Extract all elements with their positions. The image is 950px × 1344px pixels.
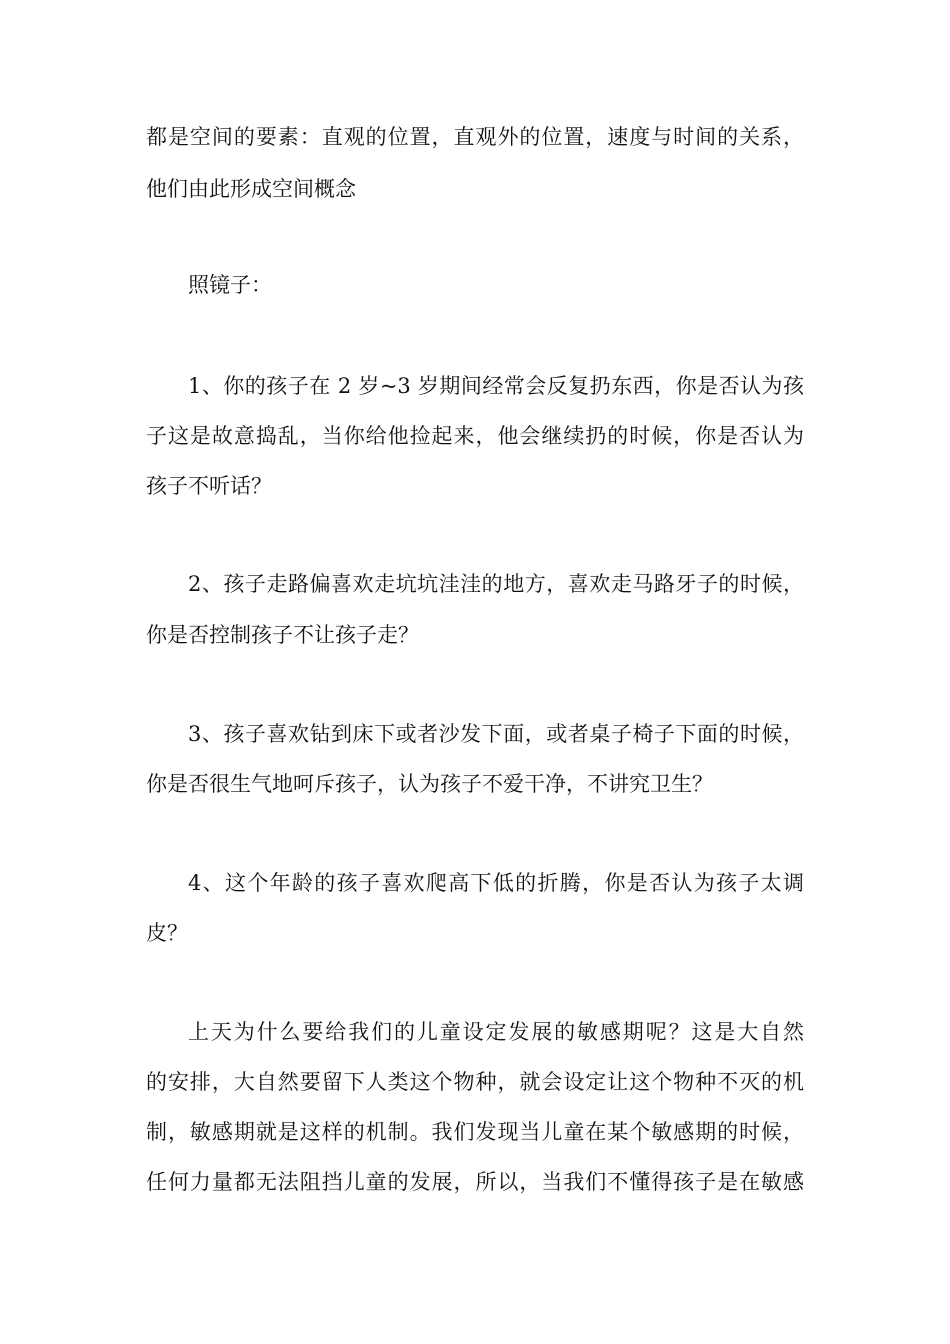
text-line: 1、你的孩子在 2 岁~3 岁期间经常会反复扔东西，你是否认为孩 (188, 374, 804, 398)
paragraph-6-line-1 (0, 868, 950, 898)
text-line: 照镜子： (188, 273, 272, 297)
text-line: 任何力量都无法阻挡儿童的发展，所以，当我们不懂得孩子是在敏感 (146, 1170, 804, 1194)
text-line: 子这是故意捣乱，当你给他捡起来，他会继续扔的时候，你是否认为 (146, 424, 804, 448)
paragraph-4-line-2 (0, 620, 950, 650)
paragraph-6-line-2 (0, 918, 950, 948)
paragraph-5-line-1 (0, 719, 950, 749)
text-line: 都是空间的要素：直观的位置，直观外的位置，速度与时间的关系， (146, 125, 804, 149)
text-line: 4、这个年龄的孩子喜欢爬高下低的折腾，你是否认为孩子太调 (188, 871, 804, 895)
text-line: 3、孩子喜欢钻到床下或者沙发下面，或者桌子椅子下面的时候， (188, 722, 804, 746)
text-line: 制，敏感期就是这样的机制。我们发现当儿童在某个敏感期的时候， (146, 1120, 804, 1144)
text-line: 上天为什么要给我们的儿童设定发展的敏感期呢？这是大自然 (188, 1020, 804, 1044)
text-line: 你是否控制孩子不让孩子走？ (146, 623, 419, 647)
paragraph-5-line-2 (0, 769, 950, 799)
paragraph-3-line-3 (0, 471, 950, 501)
text-line: 孩子不听话？ (146, 474, 272, 498)
text-line: 的安排，大自然要留下人类这个物种，就会设定让这个物种不灭的机 (146, 1070, 804, 1094)
paragraph-1-line-2 (0, 174, 950, 204)
text-line: 他们由此形成空间概念 (146, 177, 356, 201)
text-line: 你是否很生气地呵斥孩子，认为孩子不爱干净，不讲究卫生？ (146, 772, 713, 796)
paragraph-2-line-1 (0, 270, 950, 300)
paragraph-3-line-1 (0, 371, 950, 401)
paragraph-4-line-1 (0, 569, 950, 599)
text-line: 2、孩子走路偏喜欢走坑坑洼洼的地方，喜欢走马路牙子的时候， (188, 572, 804, 596)
paragraph-7-line-2 (0, 1067, 950, 1097)
paragraph-7-line-1 (0, 1017, 950, 1047)
paragraph-7-line-4 (0, 1167, 950, 1197)
paragraph-3-line-2 (0, 421, 950, 451)
paragraph-7-line-3 (0, 1117, 950, 1147)
paragraph-1-line-1 (0, 122, 950, 152)
text-line: 皮？ (146, 921, 188, 945)
